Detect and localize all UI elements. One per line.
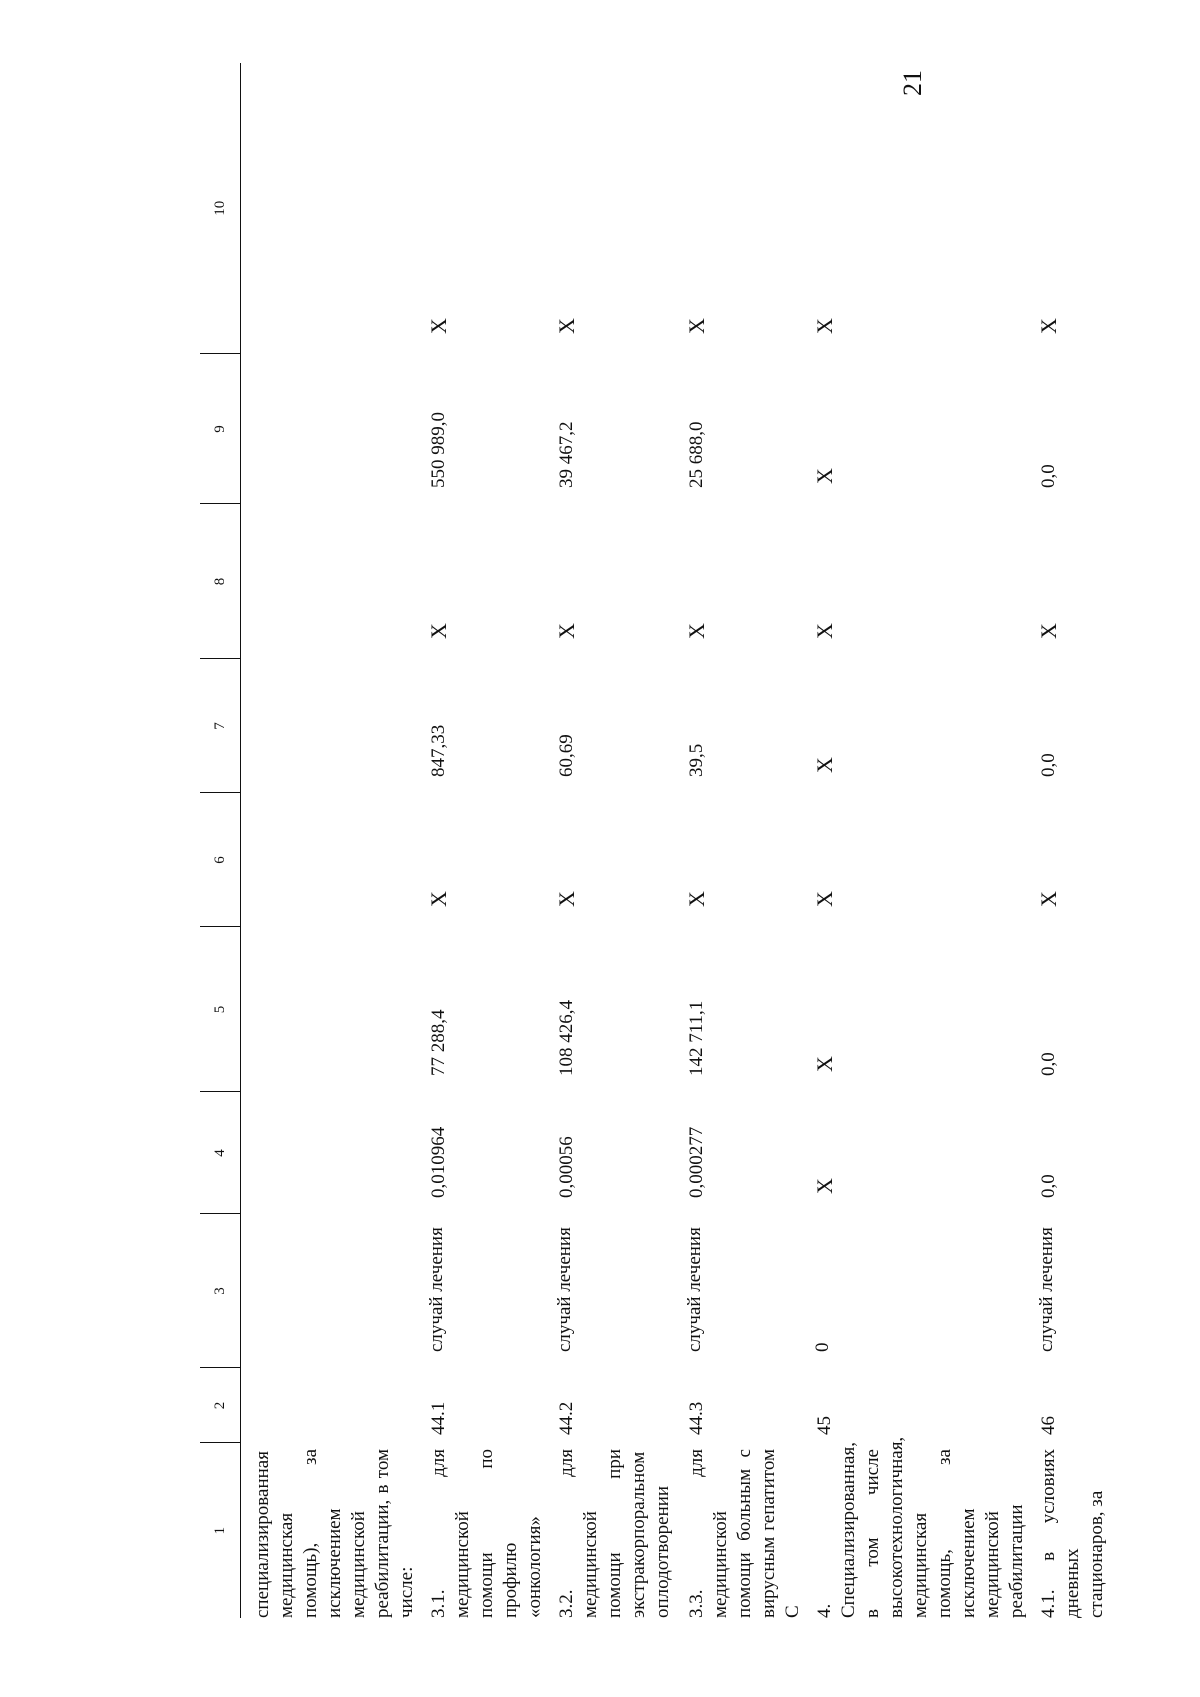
- value-cell: X: [554, 318, 579, 334]
- value-cell: X: [1036, 891, 1061, 907]
- column-header: 4: [200, 1092, 241, 1214]
- rotated-table-container: [200, 63, 1107, 1618]
- value-cell: [241, 927, 420, 1092]
- row-code-cell: 44.1: [428, 1401, 449, 1435]
- row-name-cell: 3.1. для медицинской помощи по профилю «онкология»: [428, 1449, 545, 1618]
- value-cell: X: [1036, 623, 1061, 639]
- row-name-cell: 3.2. для медицинской помощи при экстракорпоральном оплодотворении: [556, 1449, 673, 1618]
- column-header: 1: [200, 1443, 241, 1618]
- value-cell: [241, 1092, 420, 1214]
- value-cell: X: [812, 468, 837, 484]
- table-row: [241, 63, 420, 1618]
- row-code-cell: 44.3: [686, 1401, 707, 1435]
- value-cell: X: [684, 318, 709, 334]
- value-cell: 0,00056: [556, 1136, 577, 1198]
- column-header: 5: [200, 927, 241, 1092]
- value-cell: 0,0: [1038, 1052, 1059, 1076]
- table-row: [1029, 63, 1109, 1618]
- row-name-cell: 4.1. в условиях дневных стационаров, за: [1038, 1449, 1107, 1618]
- column-header: 2: [200, 1368, 241, 1443]
- value-cell: 39 467,2: [556, 421, 577, 488]
- value-cell: X: [1036, 318, 1061, 334]
- table-row: [419, 63, 547, 1618]
- unit-cell: случай лечения: [684, 1227, 705, 1352]
- unit-cell: случай лечения: [554, 1227, 575, 1352]
- data-table: [200, 63, 1109, 1618]
- value-cell: X: [426, 623, 451, 639]
- value-cell: 142 711,1: [686, 1000, 707, 1076]
- table-row: [677, 63, 805, 1618]
- row-code-cell: 46: [1038, 1416, 1059, 1435]
- value-cell: 0,010964: [428, 1126, 449, 1198]
- value-cell: 0,000277: [686, 1126, 707, 1198]
- unit-cell: [241, 1214, 420, 1368]
- value-cell: X: [812, 318, 837, 334]
- value-cell: 0,0: [1038, 464, 1059, 488]
- value-cell: 25 688,0: [686, 421, 707, 488]
- column-header: 3: [200, 1214, 241, 1368]
- column-header: 7: [200, 659, 241, 793]
- value-cell: X: [426, 891, 451, 907]
- row-code-cell: [241, 1368, 420, 1443]
- value-cell: 0,0: [1038, 753, 1059, 777]
- unit-cell: случай лечения: [1036, 1227, 1057, 1352]
- value-cell: 77 288,4: [428, 1009, 449, 1076]
- table-row: [547, 63, 677, 1618]
- row-name-cell: 3.3. для медицинской помощи больным с вирусным гепатитом С: [686, 1449, 803, 1618]
- value-cell: 0,0: [1038, 1174, 1059, 1198]
- column-header: 6: [200, 793, 241, 927]
- value-cell: X: [426, 318, 451, 334]
- value-cell: X: [684, 891, 709, 907]
- value-cell: X: [812, 623, 837, 639]
- value-cell: 847,33: [428, 724, 449, 777]
- value-cell: [241, 659, 420, 793]
- value-cell: [241, 63, 420, 354]
- value-cell: X: [684, 623, 709, 639]
- row-code-cell: 45: [814, 1416, 835, 1435]
- row-code-cell: 44.2: [556, 1401, 577, 1435]
- value-cell: [241, 793, 420, 927]
- value-cell: 39,5: [686, 743, 707, 777]
- page-number: 21: [898, 70, 927, 96]
- column-header: 8: [200, 504, 241, 659]
- value-cell: X: [812, 891, 837, 907]
- value-cell: [241, 354, 420, 504]
- value-cell: X: [554, 623, 579, 639]
- column-header: 10: [200, 63, 241, 354]
- row-name-cell: специализированная медицинская помощь), за исключением медицинской реабилитации, в том числе:: [252, 1449, 417, 1618]
- value-cell: X: [812, 1056, 837, 1072]
- table-header-row: [200, 63, 241, 1618]
- unit-cell: случай лечения: [426, 1227, 447, 1352]
- value-cell: X: [812, 1178, 837, 1194]
- value-cell: X: [554, 891, 579, 907]
- value-cell: X: [812, 757, 837, 773]
- value-cell: 108 426,4: [556, 1000, 577, 1076]
- row-name-cell: 4. Специализированная, в том числе высокотехнологичная, медицинская помощь, за исключением медицинской реабилитации: [814, 1436, 1027, 1618]
- column-header: 9: [200, 354, 241, 504]
- unit-cell: 0: [812, 1342, 833, 1352]
- value-cell: [241, 504, 420, 659]
- value-cell: 550 989,0: [428, 412, 449, 488]
- value-cell: 60,69: [556, 734, 577, 777]
- table-row: [805, 63, 1029, 1618]
